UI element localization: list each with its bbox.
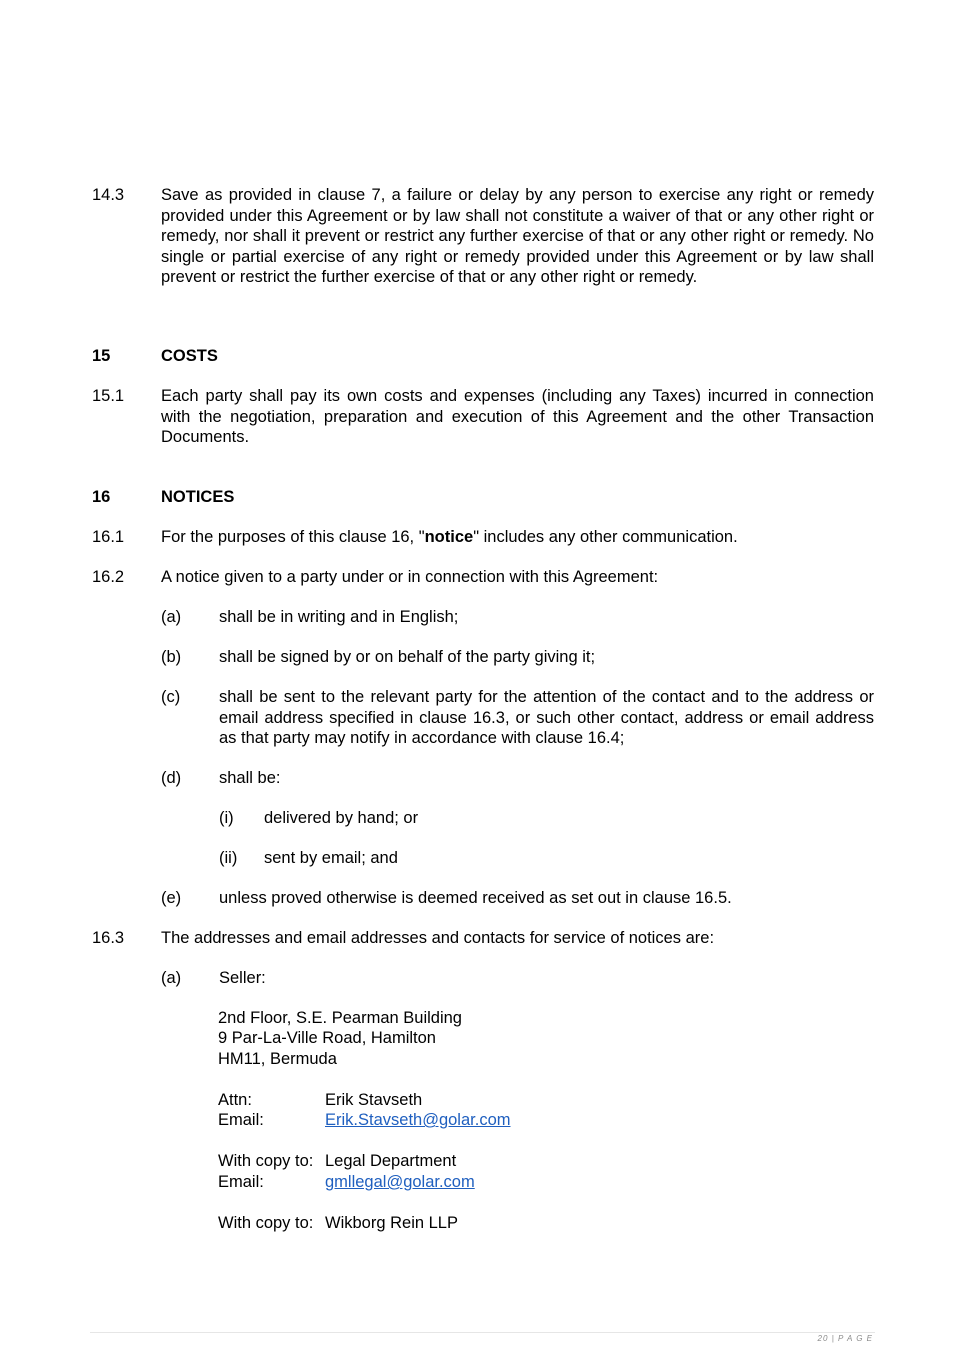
copy-label: With copy to: <box>218 1214 314 1232</box>
list-item-text: shall be sent to the relevant party for the attention of the contact and to the address or email address specified in clause 16.3, or such other contact, address or email address as that party may notify in accordance with clause 16.4; <box>219 688 874 747</box>
section-number: 16 <box>92 488 111 506</box>
email-label: Email: <box>218 1111 264 1129</box>
clause-number: 14.3 <box>92 186 125 204</box>
address-line: 2nd Floor, S.E. Pearman Building <box>218 1009 462 1027</box>
copy-value: Wikborg Rein LLP <box>325 1214 458 1232</box>
copy-label: With copy to: <box>218 1152 314 1170</box>
clause-text: The addresses and email addresses and contacts for service of notices are: <box>161 929 715 947</box>
clause-text: For the purposes of this clause 16, "notice" includes any other communication. <box>161 528 738 546</box>
page-label: | P A G E <box>831 1334 873 1343</box>
list-item-label: (b) <box>161 648 182 666</box>
clause-number: 16.1 <box>92 528 125 546</box>
address-line: HM11, Bermuda <box>218 1050 337 1068</box>
list-item-text: shall be in writing and in English; <box>219 608 459 626</box>
clause-number: 16.3 <box>92 929 125 947</box>
sub-item-label: (ii) <box>219 849 238 867</box>
list-item-text: shall be: <box>219 769 281 787</box>
attn-label: Attn: <box>218 1091 252 1109</box>
clause-number: 15.1 <box>92 387 125 405</box>
list-item-label: (a) <box>161 969 182 987</box>
list-item-label: (a) <box>161 608 182 626</box>
page-footer <box>818 1334 873 1343</box>
clause-text: Save as provided in clause 7, a failure or delay by any person to exercise any right or remedy provided under this Agreement or by law shall not constitute a waiver of that or any other right or remedy, nor shall it prevent or restrict any further exercise of that or any other right or remedy. No single or partial exercise of any right or remedy provided under this Agreement or by law shall prevent or restrict the further exercise of that or any other right or remedy. <box>161 186 874 286</box>
address-line: 9 Par-La-Ville Road, Hamilton <box>218 1029 436 1047</box>
email-label: Email: <box>218 1173 264 1191</box>
list-item-text: unless proved otherwise is deemed received as set out in clause 16.5. <box>219 889 732 907</box>
footer-divider <box>90 1332 875 1333</box>
seller-heading: Seller: <box>219 969 266 987</box>
clause-number: 16.2 <box>92 568 125 586</box>
email-link[interactable]: Erik.Stavseth@golar.com <box>325 1111 511 1129</box>
section-heading: COSTS <box>161 347 218 365</box>
list-item-label: (d) <box>161 769 182 787</box>
section-number: 15 <box>92 347 111 365</box>
section-heading: NOTICES <box>161 488 235 506</box>
sub-item-text: delivered by hand; or <box>264 809 419 827</box>
defined-term: notice <box>424 528 474 546</box>
clause-text: A notice given to a party under or in connection with this Agreement: <box>161 568 659 586</box>
page-number: 20 <box>817 1334 829 1343</box>
email-link[interactable]: gmllegal@golar.com <box>325 1173 475 1191</box>
copy-value: Legal Department <box>325 1152 457 1170</box>
sub-item-label: (i) <box>219 809 234 827</box>
list-item-label: (e) <box>161 889 182 907</box>
sub-item-text: sent by email; and <box>264 849 398 867</box>
clause-text: Each party shall pay its own costs and expenses (including any Taxes) incurred in connection with the negotiation, preparation and execution of this Agreement and the other Transaction Documents. <box>161 387 874 446</box>
list-item-text: shall be signed by or on behalf of the party giving it; <box>219 648 596 666</box>
list-item-label: (c) <box>161 688 181 706</box>
attn-value: Erik Stavseth <box>325 1091 423 1109</box>
